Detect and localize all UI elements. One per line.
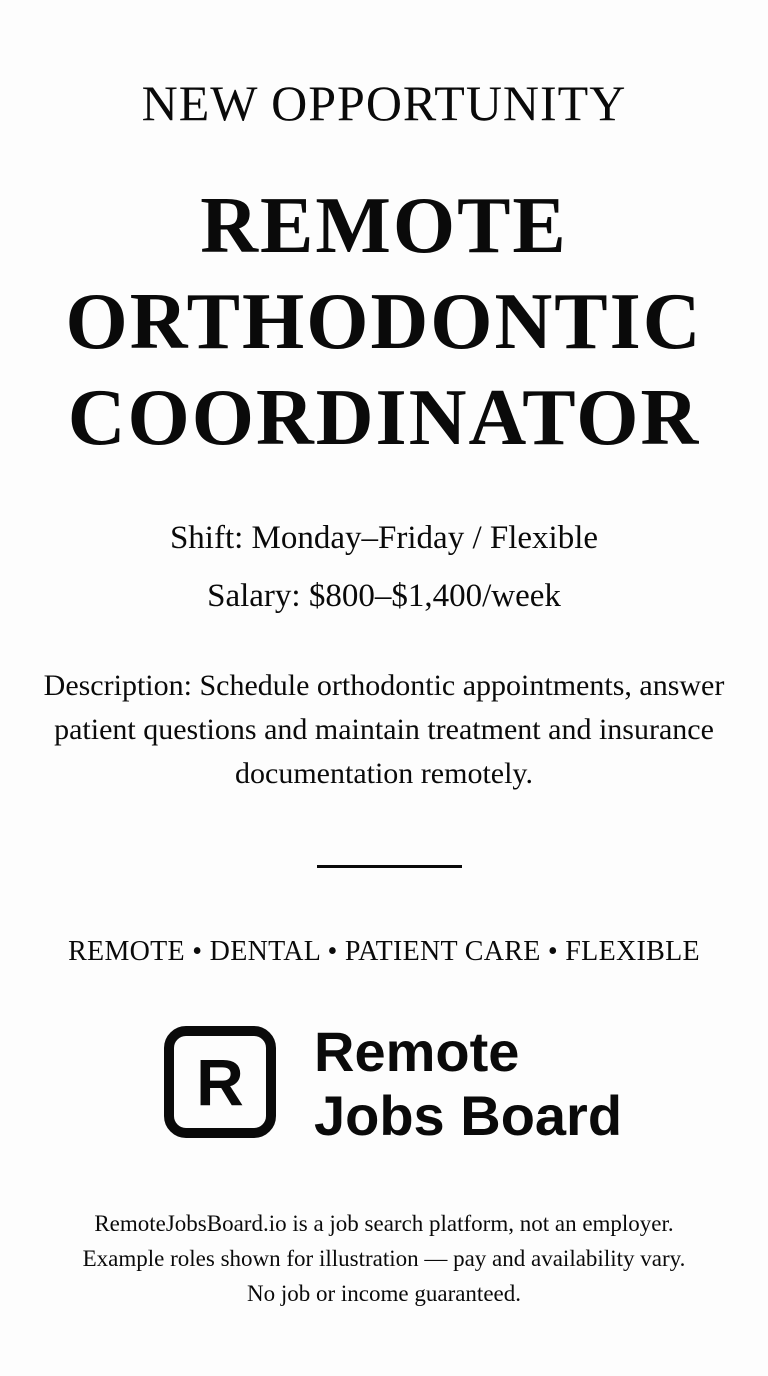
job-title-line: ORTHODONTIC — [65, 278, 703, 366]
disclaimer-line: Example roles shown for illustration — pay and availability vary. — [82, 1246, 686, 1271]
logo-wordmark-line: Remote — [314, 1020, 520, 1083]
disclaimer-line: RemoteJobsBoard.io is a job search platform, not an employer. — [94, 1211, 674, 1236]
disclaimer — [20, 1206, 748, 1311]
kicker-heading: NEW OPPORTUNITY — [141, 75, 627, 131]
job-description: Description: Schedule orthodontic appointments, answer patient questions and maintain treatment and insurance documentation remotely. — [43, 669, 725, 790]
logo-mark-letter: R — [196, 1045, 244, 1119]
job-title-line: REMOTE — [200, 182, 568, 270]
logo-wordmark-line: Jobs Board — [314, 1084, 623, 1147]
disclaimer-line: No job or income guaranteed. — [247, 1281, 521, 1306]
salary-info: Salary: $800–$1,400/week — [207, 578, 561, 614]
job-title — [0, 178, 768, 466]
divider — [317, 865, 462, 868]
remote-jobs-board-logo — [164, 1020, 664, 1154]
job-tags: REMOTE • DENTAL • PATIENT CARE • FLEXIBLE — [68, 936, 700, 967]
shift-info: Shift: Monday–Friday / Flexible — [169, 520, 599, 556]
logo-wordmark — [314, 1020, 622, 1148]
job-title-line: COORDINATOR — [67, 374, 701, 462]
